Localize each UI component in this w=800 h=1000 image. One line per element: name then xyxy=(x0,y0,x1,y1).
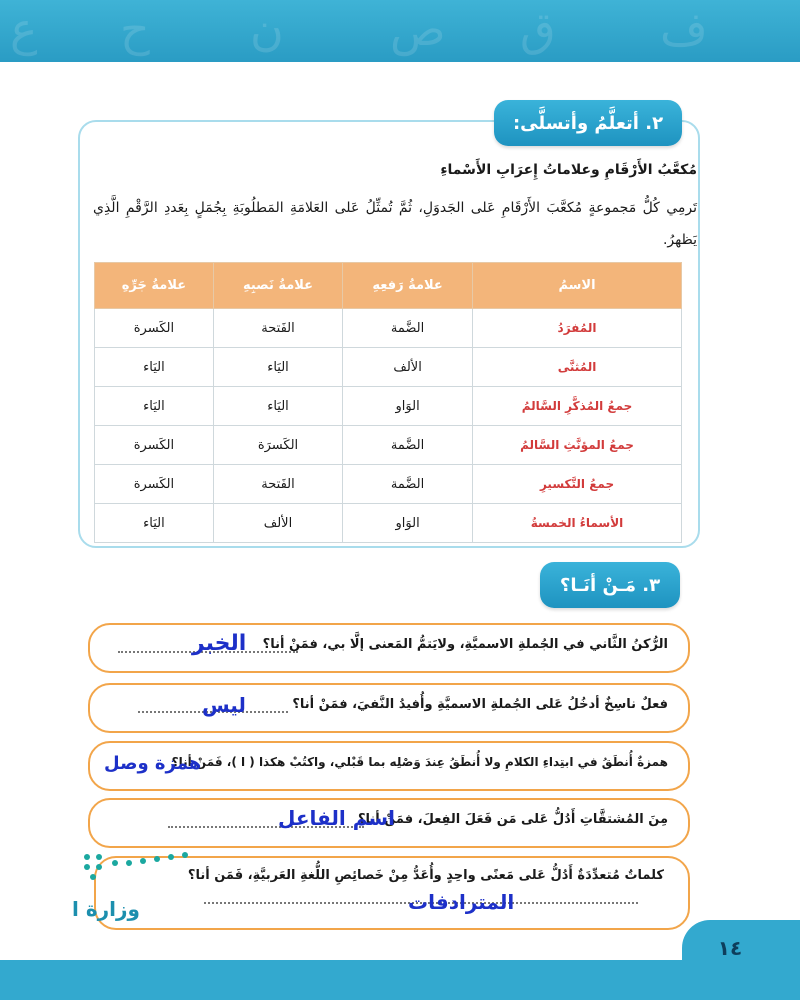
table-cell: الضَّمة xyxy=(343,426,473,465)
question-text: الرُّكنُ الثَّاني في الجُملةِ الاسميَّةِ، ولايَتمُّ المَعنى إلَّا بي، فمَنْ أنا؟ xyxy=(262,637,668,652)
question-card xyxy=(88,683,690,733)
decorative-letter-icon: ف xyxy=(660,2,708,56)
section2-title: ٢. أتعلَّمُ وأتسلَّى: xyxy=(494,100,682,146)
section2-instructions: تَرمِي كُلُّ مَجموعةٍ مُكعَّبَ الأَرْقَامِ عَلى الجَدوَلِ، ثُمَّ تُمثِّلُ عَلى العَلامَةِ المَطلُوبَةِ بِجُمَلٍ بِعَددِ الرَّقْمِ الَّذِي يَظهرُ. xyxy=(93,200,697,248)
ministry-logo-text: وزارة ا xyxy=(72,897,140,921)
table-cell: الوَاو xyxy=(343,504,473,543)
table-cell: الفَتحة xyxy=(213,465,342,504)
table-row xyxy=(95,387,682,426)
table-header-cell: علامةُ نَصبِهِ xyxy=(213,263,342,309)
table-cell: الألف xyxy=(213,504,342,543)
table-cell: الوَاو xyxy=(343,387,473,426)
table-cell: اليَاء xyxy=(95,348,214,387)
question-card xyxy=(88,623,690,673)
table-header-cell: الاسمُ xyxy=(473,263,682,309)
table-cell-noun: المُثنَّى xyxy=(473,348,682,387)
table-cell: الضَّمة xyxy=(343,465,473,504)
table-cell: الضَّمة xyxy=(343,309,473,348)
table-cell-noun: جمعُ التَّكسيرِ xyxy=(473,465,682,504)
table-row xyxy=(95,504,682,543)
table-cell-noun: الأسماءُ الخمسةُ xyxy=(473,504,682,543)
table-cell: الكَسرة xyxy=(95,309,214,348)
top-decorative-band xyxy=(0,0,800,62)
answer-text: ليس xyxy=(202,693,246,717)
table-cell: الكَسرة xyxy=(95,465,214,504)
decorative-letter-icon: ح xyxy=(120,2,150,56)
table-cell-noun: جمعُ المُذكَّرِ السَّالمُ xyxy=(473,387,682,426)
question-card xyxy=(88,741,690,791)
question-text: همزةٌ أُنطَقُ في ابتِداءِ الكلامِ ولا أُنطَقُ عِندَ وَصْلِه بما قَبْلي، واكتُبْ هكذا ( ا )، فَمَنْ أنا؟ xyxy=(171,755,668,769)
table-header-cell: علامةُ رَفعِهِ xyxy=(343,263,473,309)
table-cell: اليَاء xyxy=(213,348,342,387)
table-cell: الكَسرَة xyxy=(213,426,342,465)
question-text: فعلٌ ناسِخٌ أدخُلُ عَلى الجُملةِ الاسميَّةِ وأُفيدُ النَّفيَ، فمَنْ أنا؟ xyxy=(292,697,668,712)
decorative-letter-icon: ع xyxy=(10,2,38,56)
table-cell: الفَتحة xyxy=(213,309,342,348)
question-text: كلماتٌ مُتعدِّدَةٌ أَدُلُّ عَلى مَعنًى واحِدٍ وأُعَدُّ مِنْ خَصائِصِ اللُّغةِ العَربيَّةِ، فَمَن أنا؟ xyxy=(187,868,664,883)
noun-declension-table xyxy=(94,262,682,543)
table-cell: اليَاء xyxy=(95,504,214,543)
table-header-row xyxy=(95,263,682,309)
table-cell: الألف xyxy=(343,348,473,387)
table-cell-noun: جمعُ المؤنَّثِ السَّالمُ xyxy=(473,426,682,465)
answer-text: اسم الفاعل xyxy=(278,806,395,830)
section2-subtitle: مُكعَّبُ الأَرْقَامِ وعلاماتُ إِعرَابِ الأَسْماءِ xyxy=(440,162,697,178)
table-row xyxy=(95,309,682,348)
table-cell-noun: المُفرَدُ xyxy=(473,309,682,348)
table-row xyxy=(95,465,682,504)
table-header-cell: علامةُ جَرِّهِ xyxy=(95,263,214,309)
question-text: مِنَ المُشتقَّاتِ أَدُلُّ عَلى مَن فَعَلَ الفِعلَ، فمَنْ أنا؟ xyxy=(357,812,668,827)
answer-text: همزة وصل xyxy=(104,753,202,774)
table-row xyxy=(95,348,682,387)
table-row xyxy=(95,426,682,465)
page-number: ١٤ xyxy=(717,936,743,960)
decorative-letter-icon: ن xyxy=(250,2,284,56)
ministry-logo-icon xyxy=(72,852,202,892)
bottom-decorative-band xyxy=(0,960,800,1000)
table-cell: اليَاء xyxy=(213,387,342,426)
decorative-letter-icon: ق xyxy=(520,2,556,56)
section3-title: ٣. مَـنْ أنَـا؟ xyxy=(540,562,680,608)
answer-text: المترادفات xyxy=(408,890,515,914)
decorative-letter-icon: ص xyxy=(390,2,446,56)
answer-text: الخبر xyxy=(192,631,247,656)
table-cell: اليَاء xyxy=(95,387,214,426)
table-cell: الكَسرة xyxy=(95,426,214,465)
question-card xyxy=(88,798,690,848)
